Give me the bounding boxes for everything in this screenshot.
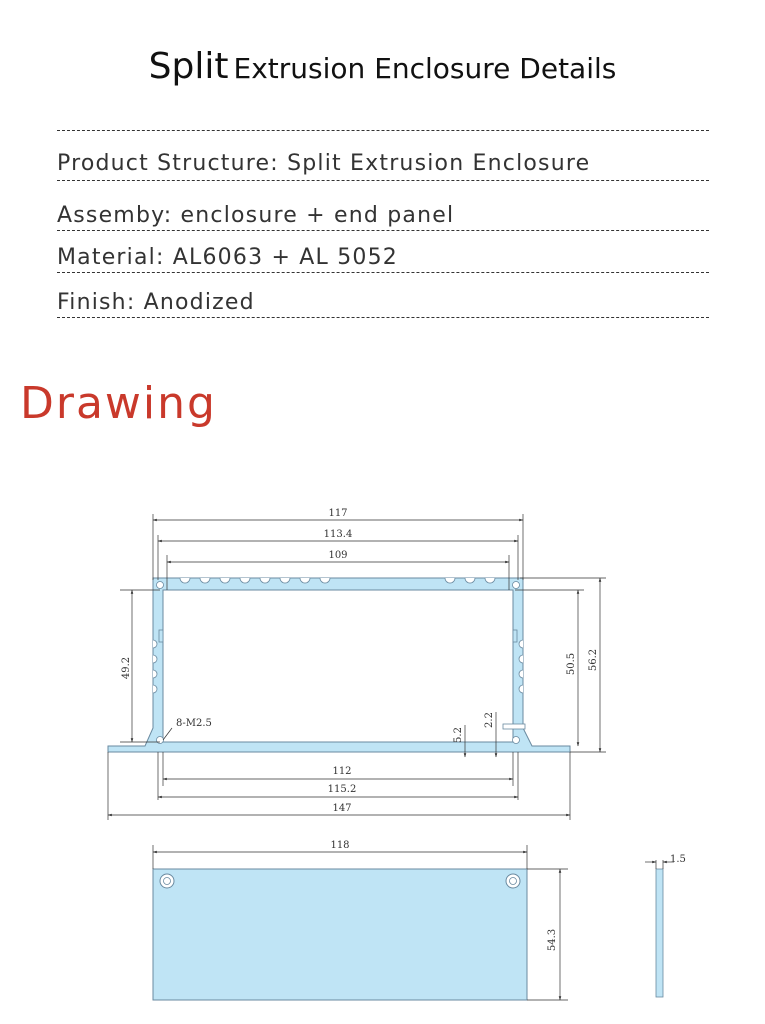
spec-material: Material: AL6063 + AL 5052 (57, 245, 398, 270)
end-panel-side-view (645, 860, 674, 997)
dim-bottom-mid: 115.2 (327, 784, 357, 795)
dim-right-inner-height: 50.5 (566, 652, 577, 676)
dim-left-height: 49.2 (121, 656, 132, 680)
panel-hole (160, 874, 174, 888)
end-panel-plate (153, 869, 527, 1000)
dim-slot-a: 5.2 (453, 727, 464, 743)
dim-top-inner: 109 (328, 550, 348, 561)
dim-bottom-inner: 112 (332, 766, 352, 777)
screw-label: 8-M2.5 (176, 718, 212, 729)
panel-hole (506, 874, 520, 888)
dim-panel-height: 54.3 (547, 928, 558, 952)
drawing-heading: Drawing (20, 378, 217, 429)
dim-slot-b: 2.2 (484, 712, 495, 728)
dim-top-mid: 113.4 (323, 529, 353, 540)
profile-cavity (163, 590, 513, 742)
dim-panel-width: 118 (330, 840, 350, 851)
page-title-rest: Extrusion Enclosure Details (233, 52, 617, 85)
end-panel (153, 869, 527, 1000)
spec-product-structure: Product Structure: Split Extrusion Enclosure (57, 151, 591, 176)
spec-finish: Finish: Anodized (57, 290, 255, 315)
dim-right-outer-height: 56.2 (588, 648, 599, 672)
spec-assembly: Assemby: enclosure + end panel (57, 203, 455, 228)
dim-bottom-outer: 147 (332, 803, 352, 814)
dim-top-outer: 117 (328, 508, 348, 519)
page-title-split: Split (148, 46, 229, 87)
dim-panel-thickness: 1.5 (670, 854, 686, 865)
